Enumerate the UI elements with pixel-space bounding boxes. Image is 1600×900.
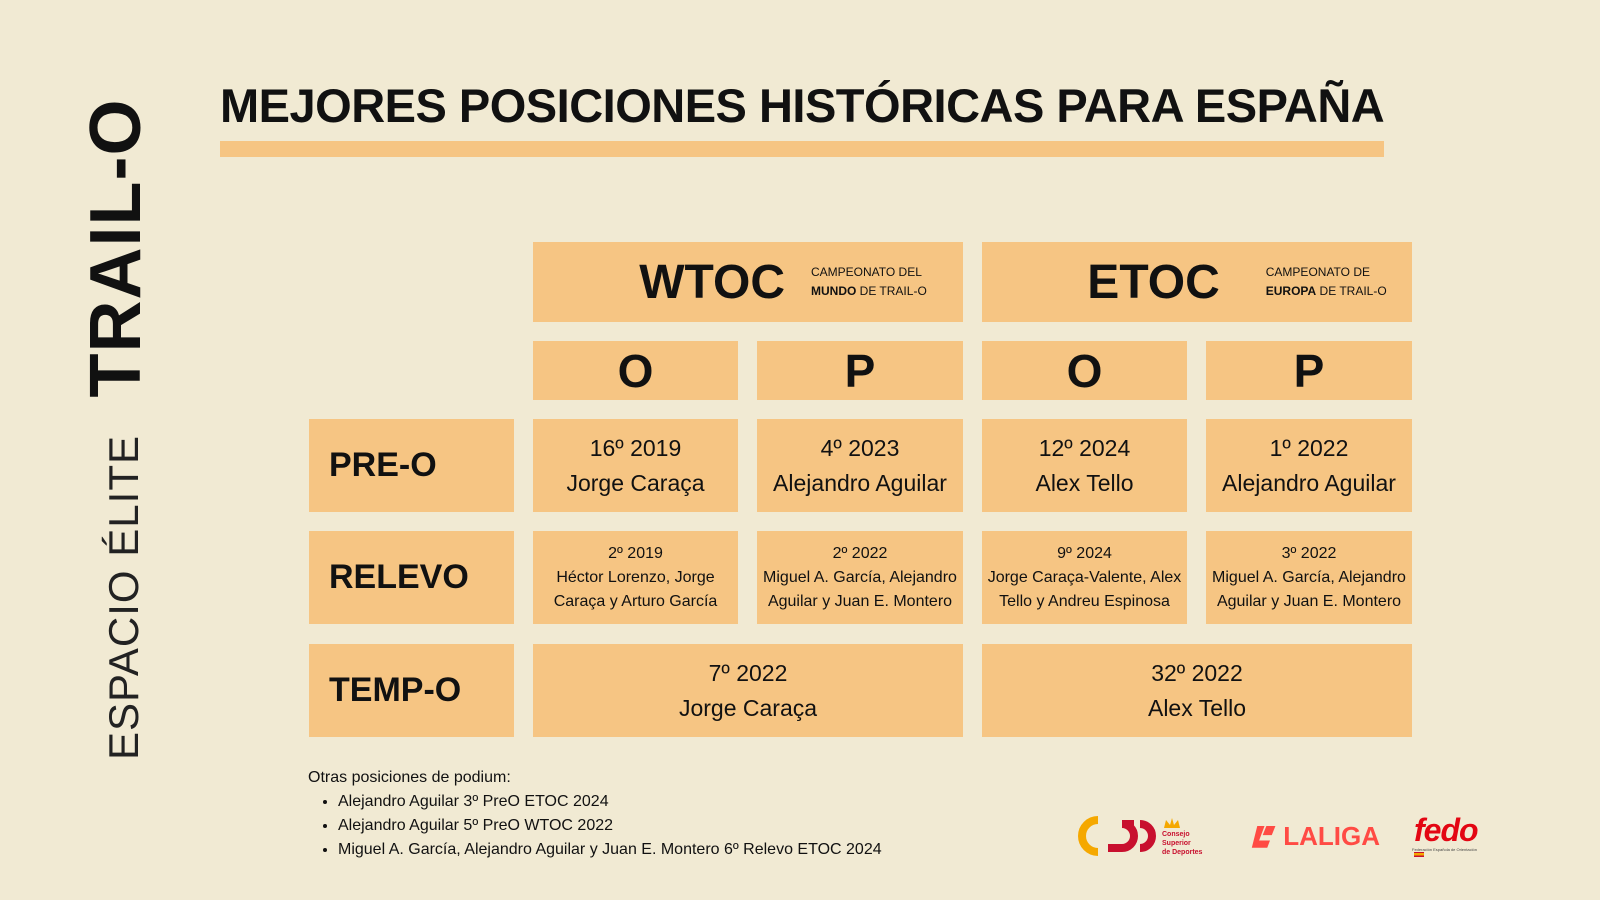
- athlete-names: Aguilar y Juan E. Montero: [767, 592, 953, 610]
- athlete-names: Miguel A. García, Alejandro: [763, 568, 957, 586]
- class-header-wtoc-p: P: [757, 341, 963, 400]
- list-item: • Alejandro Aguilar 5º PreO WTOC 2022: [338, 814, 882, 838]
- row-label-pre-o: PRE-O: [309, 419, 514, 512]
- crown-icon: [1162, 816, 1182, 830]
- athlete-names: Alejandro Aguilar: [1222, 469, 1396, 496]
- temp-o-wtoc-cell: [533, 644, 963, 737]
- etoc-header: [982, 242, 1412, 322]
- csd-mark-icon: [1078, 816, 1162, 856]
- list-item: • Miguel A. García, Alejandro Aguilar y Juan E. Montero 6º Relevo ETOC 2024: [338, 838, 882, 862]
- athlete-names: Héctor Lorenzo, Jorge: [556, 568, 715, 586]
- csd-logo: [1078, 812, 1218, 862]
- row-label-temp-o: TEMP-O: [309, 644, 514, 737]
- athlete-names: Jorge Caraça: [678, 694, 818, 721]
- result: 2º 2022: [832, 544, 888, 562]
- flag-icon: [1414, 852, 1424, 857]
- list-item: • Alejandro Aguilar 3º PreO ETOC 2024: [338, 790, 882, 814]
- laliga-logo: [1250, 818, 1380, 854]
- title-underline: [220, 141, 1384, 157]
- class-header-wtoc-o: O: [533, 341, 738, 400]
- athlete-names: Jorge Caraça: [566, 469, 705, 496]
- pre-o-etoc-o-cell: [982, 419, 1187, 512]
- result: 16º 2019: [589, 434, 682, 461]
- side-title: TRAIL-O: [76, 98, 156, 398]
- athlete-names: Jorge Caraça-Valente, Alex: [987, 568, 1182, 586]
- fedo-text: fedo: [1414, 812, 1478, 848]
- row-label-relevo: RELEVO: [309, 531, 514, 624]
- fedo-logo: [1412, 812, 1512, 862]
- other-podiums: [308, 766, 882, 862]
- class-header-etoc-p: P: [1206, 341, 1412, 400]
- etoc-name: ETOC: [1087, 255, 1220, 309]
- class-header-etoc-o: O: [982, 341, 1187, 400]
- relevo-wtoc-o-cell: [533, 531, 738, 624]
- athlete-names: Aguilar y Juan E. Montero: [1216, 592, 1402, 610]
- wtoc-name: WTOC: [639, 255, 785, 309]
- result: 4º 2023: [820, 434, 900, 461]
- wtoc-description: CAMPEONATO DEL MUNDO DE TRAIL-O: [810, 265, 927, 298]
- pre-o-wtoc-p-cell: [757, 419, 963, 512]
- athlete-names: Caraça y Arturo García: [553, 592, 718, 610]
- result: 3º 2022: [1281, 544, 1337, 562]
- athlete-names: Alex Tello: [1147, 694, 1247, 721]
- result: 32º 2022: [1151, 659, 1243, 686]
- csd-text: Consejo Superior de Deportes: [1162, 831, 1203, 856]
- page-title: MEJORES POSICIONES HISTÓRICAS PARA ESPAÑA: [220, 79, 1385, 132]
- athlete-names: Tello y Andreu Espinosa: [999, 592, 1170, 610]
- athlete-names: Alex Tello: [1035, 469, 1134, 496]
- laliga-mark-icon: [1250, 821, 1277, 851]
- laliga-text: LALIGA: [1283, 820, 1380, 851]
- etoc-description: CAMPEONATO DE EUROPA DE TRAIL-O: [1265, 265, 1387, 298]
- result: 7º 2022: [708, 659, 788, 686]
- side-subtitle: ESPACIO ÉLITE: [100, 435, 147, 760]
- result: 9º 2024: [1057, 544, 1112, 562]
- other-podiums-list: [308, 790, 882, 862]
- result: 2º 2019: [608, 544, 663, 562]
- relevo-etoc-o-cell: [982, 531, 1187, 624]
- athlete-names: Alejandro Aguilar: [773, 469, 947, 496]
- athlete-names: Miguel A. García, Alejandro: [1212, 568, 1406, 586]
- result: 1º 2022: [1269, 434, 1349, 461]
- wtoc-header: [533, 242, 963, 322]
- result: 12º 2024: [1038, 434, 1131, 461]
- pre-o-wtoc-o-cell: [533, 419, 738, 512]
- other-podiums-heading: Otras posiciones de podium:: [308, 769, 511, 786]
- pre-o-etoc-p-cell: [1206, 419, 1412, 512]
- temp-o-etoc-cell: [982, 644, 1412, 737]
- relevo-etoc-p-cell: [1206, 531, 1412, 624]
- relevo-wtoc-p-cell: [757, 531, 963, 624]
- fedo-subtext: Federación Española de Orientación: [1412, 847, 1477, 852]
